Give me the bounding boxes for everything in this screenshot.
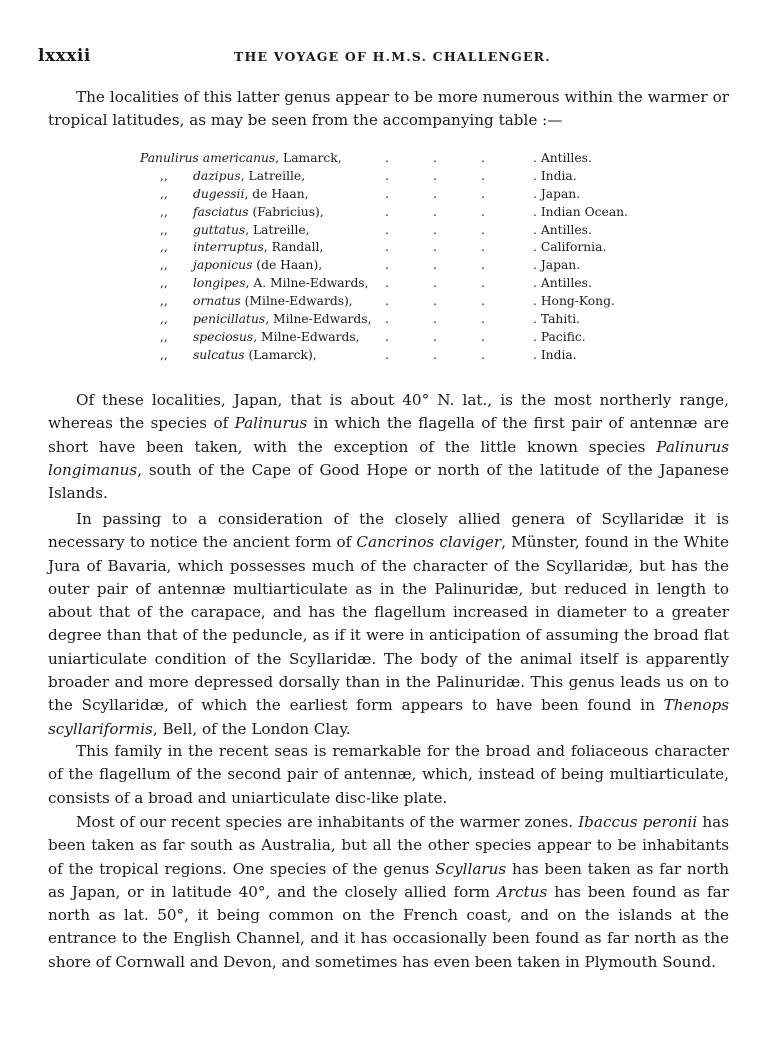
dot-leader: . . . — [385, 329, 485, 344]
species-name: guttatus — [193, 222, 246, 237]
species-authority: , Latreille, — [245, 222, 310, 237]
species-name: fasciatus — [193, 204, 249, 219]
table-row — [135, 311, 655, 329]
ditto-mark: ,, — [160, 258, 168, 273]
species-name: penicillatus — [193, 312, 266, 327]
table-row — [135, 168, 655, 186]
ditto-mark: ,, — [160, 276, 168, 291]
species-entry — [193, 347, 317, 365]
species-name: dugessii — [193, 186, 245, 201]
species-name: Palinurus longimanus — [48, 437, 729, 479]
species-name: interruptus — [193, 240, 264, 255]
species-name: japonicus — [193, 258, 253, 273]
ditto-mark: ,, — [160, 294, 168, 309]
species-name: speciosus — [193, 329, 254, 344]
species-entry — [193, 275, 369, 293]
species-entry — [193, 222, 310, 240]
ditto-mark: ,, — [160, 240, 168, 255]
dot-leader: . . . — [385, 258, 485, 273]
paragraph-distribution: Most of our recent species are inhabitants of the warmer zones. Ibaccus peronii has been taken as far south as Australia, but all the other species appear to be inhabitants of the tropical regions. One species of the genus Scyllarus has been taken as far north as Japan, or in latitude 40°, and the closely allied form Arctus has been found as far north as lat. 50°, it being common on the French coast, and on the islands at the entrance to the English Channel, and it has occasionally been found as far north as the shore of Cornwall and Devon, and sometimes has even been taken in Plymouth Sound. — [48, 813, 729, 971]
species-locality-table — [135, 150, 655, 365]
species-entry — [193, 293, 353, 311]
species-authority: (de Haan), — [252, 258, 323, 273]
species-entry — [193, 311, 372, 329]
locality: . Japan. — [533, 257, 580, 275]
paragraph-scyllaridae: In passing to a consideration of the closely allied genera of Scyllaridæ it is necessary to notice the ancient form of Cancrinos claviger, Münster, found in the White Jura of Bavaria, which possesses much of the character of the Scyllaridæ, but has the outer pair of antennæ multiarticulate as in the Palinuridæ, but reduced in length to about that of the carapace, and has the flagellum increased in diameter to a greater degree than that of the peduncle, as if it were in anticipation of assuming the broad flat uniarticulate condition of the Scyllaridæ. The body of the animal itself is apparently broader and more depressed dorsally than in the Palinuridæ. This genus leads us on to the Scyllaridæ, of which the earliest form appears to have been found in Thenops scyllariformis, Bell, of the London Clay. — [48, 510, 729, 738]
species-name: Ibaccus peronii — [578, 813, 698, 831]
locality: . Antilles. — [533, 222, 592, 240]
genus-name: Arctus — [496, 882, 548, 901]
species-name: dazipus — [193, 168, 241, 183]
species-entry — [193, 257, 322, 275]
page-header — [38, 46, 738, 70]
genus-name: Scyllarus — [435, 859, 507, 878]
species-entry — [193, 329, 360, 347]
species-authority: , Milne-Edwards, — [265, 312, 372, 327]
table-row — [135, 239, 655, 257]
species-authority: , Milne-Edwards, — [253, 329, 360, 344]
dot-leader: . . . — [385, 294, 485, 309]
dot-leader: . . . — [385, 222, 485, 237]
dot-leader: . . . — [385, 276, 485, 291]
dot-leader: . . . — [385, 240, 485, 255]
table-row — [135, 204, 655, 222]
species-name: Cancrinos claviger — [356, 533, 502, 552]
locality: . Hong-Kong. — [533, 293, 615, 311]
species-name: longipes — [193, 276, 246, 291]
locality: . India. — [533, 168, 577, 186]
table-row — [135, 222, 655, 240]
table-row — [135, 257, 655, 275]
dot-leader: . . . — [385, 204, 485, 219]
running-title: THE VOYAGE OF H.M.S. CHALLENGER. — [234, 49, 551, 64]
table-row — [135, 186, 655, 204]
species-authority: (Fabricius), — [248, 204, 324, 219]
species-authority: , A. Milne-Edwards, — [245, 276, 369, 291]
locality: . Antilles. — [533, 275, 592, 293]
genus-name: Palinurus — [234, 414, 308, 433]
species-authority: , de Haan, — [244, 186, 309, 201]
dot-leader: . . . — [385, 151, 485, 165]
table-row — [135, 275, 655, 293]
ditto-mark: ,, — [160, 329, 168, 344]
table-row — [135, 329, 655, 347]
paragraph-localities: Of these localities, Japan, that is about 40° N. lat., is the most northerly range, whereas the species of Palinurus in which the flagella of the first pair of antennæ are short have been taken, with the exception of the little known species Palinurus longimanus, south of the Cape of Good Hope or north of the latitude of the Japanese Islands. — [48, 391, 730, 503]
dot-leader: . . . — [385, 347, 485, 362]
ditto-mark: ,, — [160, 222, 168, 237]
intro-paragraph: The localities of this latter genus appear to be more numerous within the warmer or tropical latitudes, as may be seen from the accompanying table :— — [48, 88, 729, 130]
species-name: sulcatus — [193, 347, 245, 362]
table-row — [135, 347, 655, 365]
locality: . Indian Ocean. — [533, 204, 628, 222]
table-row — [135, 293, 655, 311]
ditto-mark: ,, — [160, 347, 168, 362]
locality: . Antilles. — [533, 150, 592, 168]
dot-leader: . . . — [385, 186, 485, 201]
paragraph-family: This family in the recent seas is remarkable for the broad and foliaceous character of the flagellum of the second pair of antennæ, which, instead of being multiarticulate, consists of a broad and uniarticulate disc-like plate. — [48, 742, 729, 807]
species-entry — [193, 168, 305, 186]
species-entry — [140, 150, 342, 168]
species-authority: , Latreille, — [240, 168, 306, 183]
species-authority: (Lamarck), — [244, 347, 317, 362]
species-name: Panulirus americanus — [140, 151, 276, 165]
locality: . India. — [533, 347, 577, 365]
locality: . Tahiti. — [533, 311, 580, 329]
species-authority: , Lamarck, — [275, 151, 342, 165]
species-entry — [193, 204, 324, 222]
species-name: Thenops scyllariformis — [48, 696, 729, 738]
dot-leader: . . . — [385, 168, 485, 183]
dot-leader: . . . — [385, 312, 485, 327]
ditto-mark: ,, — [160, 204, 168, 219]
species-authority: (Milne-Edwards), — [240, 294, 353, 309]
table-row — [135, 150, 655, 168]
species-entry — [193, 186, 309, 204]
locality: . California. — [533, 239, 606, 257]
ditto-mark: ,, — [160, 186, 168, 201]
ditto-mark: ,, — [160, 168, 168, 183]
species-authority: , Randall, — [263, 240, 324, 255]
locality: . Japan. — [533, 186, 580, 204]
page-number: lxxxii — [38, 46, 91, 66]
species-name: ornatus — [193, 294, 241, 309]
locality: . Pacific. — [533, 329, 586, 347]
species-entry — [193, 239, 323, 257]
ditto-mark: ,, — [160, 312, 168, 327]
